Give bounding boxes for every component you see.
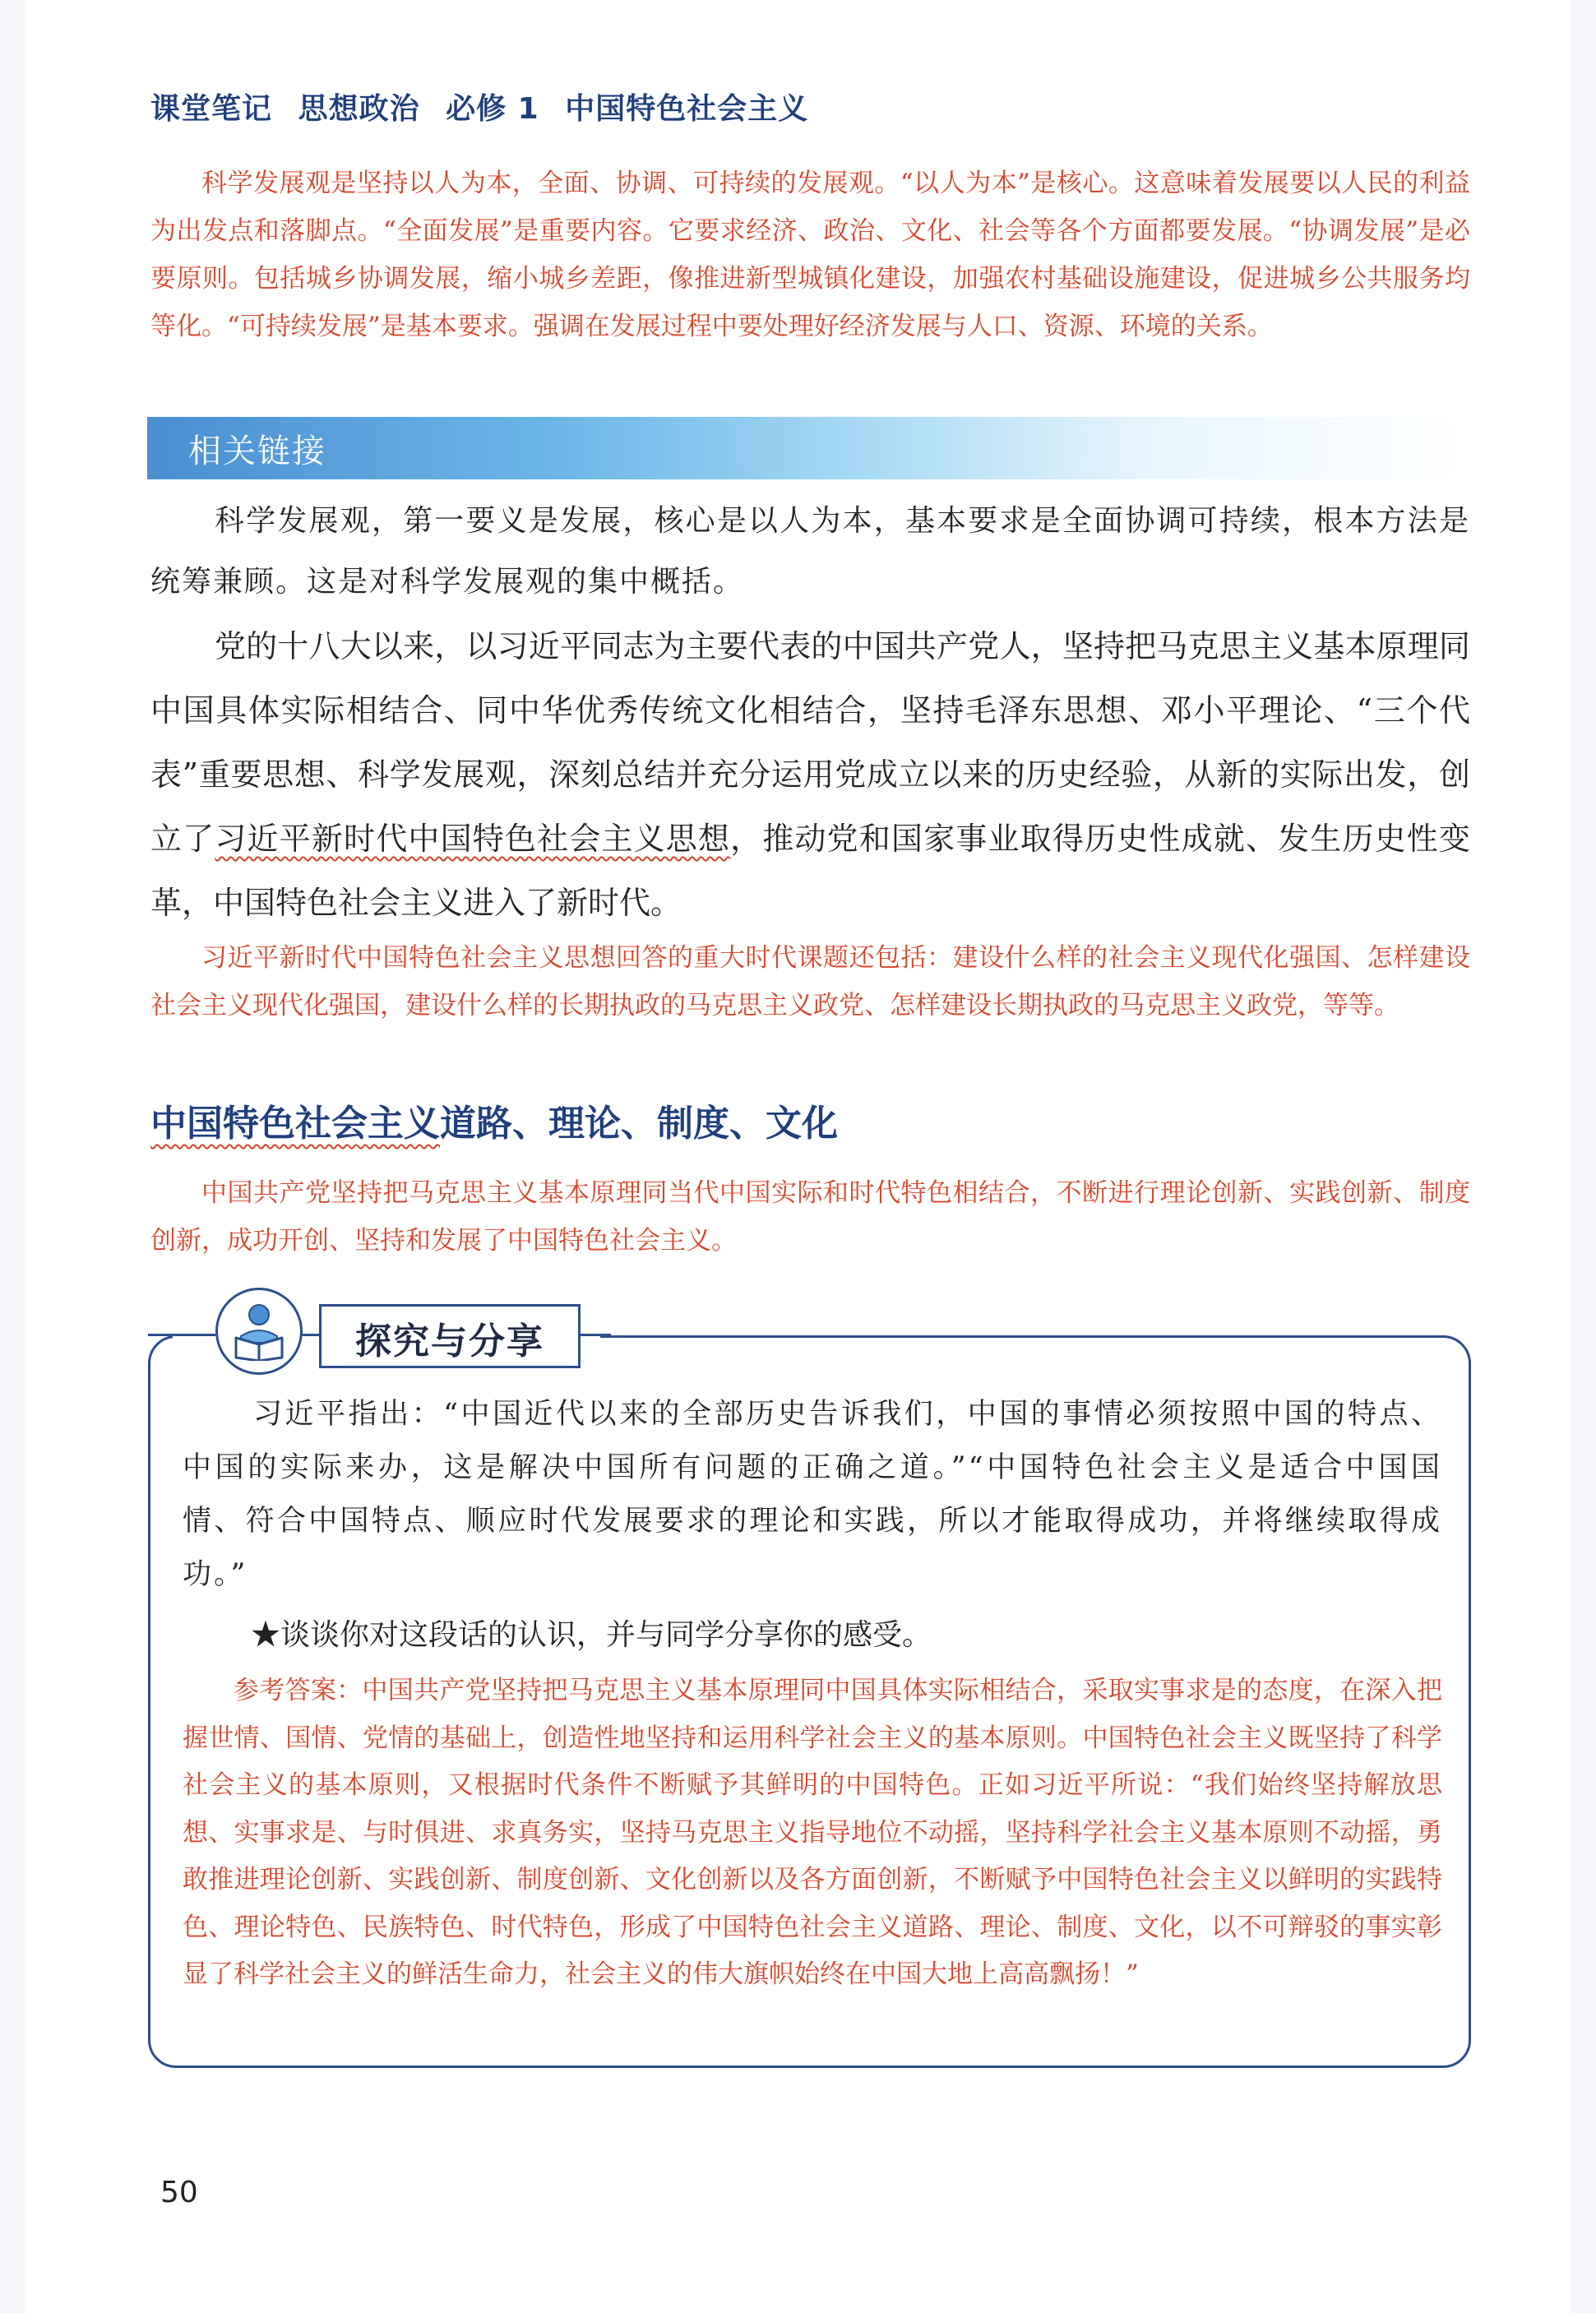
header-subject: 思想政治 bbox=[298, 92, 420, 126]
running-header bbox=[150, 86, 823, 127]
related-links-banner bbox=[147, 417, 1471, 479]
explore-label-frame bbox=[319, 1304, 581, 1368]
section-heading bbox=[150, 1094, 838, 1146]
xi-quote: 习近平指出：“中国近代以来的全部历史告诉我们，中国的事情必须按照中国的特点、中国的实际来办，这是解决中国所有问题的正确之道。”“中国特色社会主义是适合中国国情、符合中国特点、顺应时代发展要求的理论和实践，所以才能取得成功，并将继续取得成功。” bbox=[183, 1398, 1442, 1591]
explore-label: 探究与分享 bbox=[355, 1321, 544, 1362]
section-heading-rest: 道路、理论、制度、文化 bbox=[440, 1103, 838, 1145]
paragraph-2-text-before: 党的十八大以来，以习近平同志为主要代表的中国共产党人，坚持把马克思主义基本原理同中国具体实际相结合、同中华优秀传统文化相结合，坚持毛泽东思想、邓小平理论、“三个代表”重要思想、科学发展观，深刻总结并充分运用党成立以来的历史经验，从新的实际出发，创立了 bbox=[150, 628, 1470, 857]
header-line-right bbox=[578, 1334, 611, 1336]
reference-answer: 参考答案：中国共产党坚持把马克思主义基本原理同中国具体实际相结合，采取实事求是的态度，在深入把握世情、国情、党情的基础上，创造性地坚持和运用科学社会主义的基本原则。中国特色社会主义既坚持了科学社会主义的基本原则，又根据时代条件不断赋予其鲜明的中国特色。正如习近平所说：“我们始终坚持解放思想、实事求是、与时俱进、求真务实，坚持马克思主义指导地位不动摇，坚持科学社会主义基本原则不动摇，勇敢推进理论创新、实践创新、制度创新、文化创新以及各方面创新，不断赋予中国特色社会主义以鲜明的实践特色、理论特色、民族特色、时代特色，形成了中国特色社会主义道路、理论、制度、文化，以不可辩驳的事实彰显了科学社会主义的鲜活生命力，社会主义的伟大旗帜始终在中国大地上高高飘扬！” bbox=[183, 1676, 1442, 1989]
handwritten-note-2: 习近平新时代中国特色社会主义思想回答的重大时代课题还包括：建设什么样的社会主义现代化强国、怎样建设社会主义现代化强国，建设什么样的长期执政的马克思主义政党、怎样建设长期执政的马克思主义政党，等等。 bbox=[150, 943, 1470, 1020]
discussion-task: ★谈谈你对这段话的认识，并与同学分享你的感受。 bbox=[251, 1618, 932, 1652]
header-line-left bbox=[148, 1334, 215, 1336]
highlighted-term: 习近平新时代中国特色社会主义思想 bbox=[215, 821, 731, 857]
header-volume: 必修 1 bbox=[446, 92, 539, 126]
header-book-title: 中国特色社会主义 bbox=[565, 92, 809, 126]
paragraph-2-text-after: ，推动党和国家事业取得历史性成就、发生历史性变革，中国特色社会主义进入了新时代。 bbox=[150, 821, 1470, 921]
handwritten-note-3: 中国共产党坚持把马克思主义基本原理同当代中国实际和时代特色相结合，不断进行理论创新、实践创新、制度创新，成功开创、坚持和发展了中国特色社会主义。 bbox=[150, 1178, 1470, 1256]
related-links-title: 相关链接 bbox=[188, 433, 326, 470]
header-series: 课堂笔记 bbox=[150, 92, 273, 126]
section-heading-highlight: 中国特色社会主义 bbox=[150, 1103, 440, 1145]
link-paragraph-1: 科学发展观，第一要义是发展，核心是以人为本，基本要求是全面协调可持续，根本方法是统筹兼顾。这是对科学发展观的集中概括。 bbox=[150, 504, 1470, 599]
handwritten-note-1: 科学发展观是坚持以人为本，全面、协调、可持续的发展观。“以人为本”是核心。这意味着发展要以人民的利益为出发点和落脚点。“全面发展”是重要内容。它要求经济、政治、文化、社会等各个方面都要发展。“协调发展”是必要原则。包括城乡协调发展，缩小城乡差距，像推进新型城镇化建设，加强农村基础设施建设，促进城乡公共服务均等化。“可持续发展”是基本要求。强调在发展过程中要处理好经济发展与人口、资源、环境的关系。 bbox=[150, 169, 1470, 341]
page-number: 50 bbox=[160, 2176, 198, 2209]
student-reading-icon bbox=[215, 1288, 303, 1375]
link-paragraph-2 bbox=[150, 614, 1470, 935]
